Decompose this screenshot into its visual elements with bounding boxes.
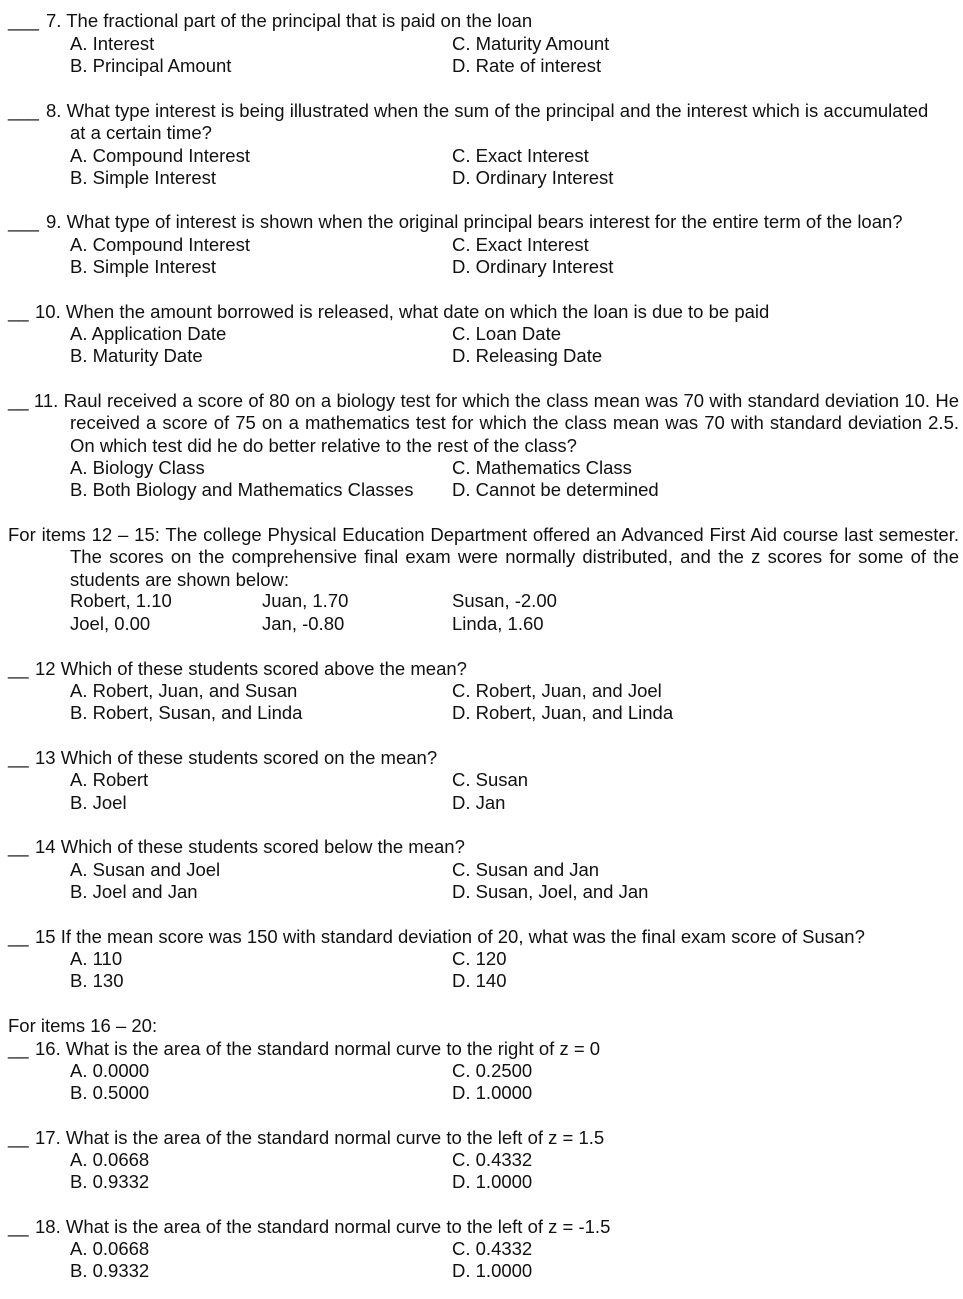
q18-choice-d: D. 1.0000 bbox=[452, 1260, 533, 1281]
answer-blank: ___ bbox=[8, 10, 39, 31]
q11-choice-b: B. Both Biology and Mathematics Classes bbox=[70, 479, 414, 500]
question-7-text: 7. The fractional part of the principal that is paid on the loan bbox=[46, 10, 533, 31]
q9-choice-d: D. Ordinary Interest bbox=[452, 256, 614, 277]
question-15-text: 15 If the mean score was 150 with standard deviation of 20, what was the final exam score of Susan? bbox=[35, 926, 865, 947]
q16-choice-b: B. 0.5000 bbox=[70, 1082, 150, 1103]
items-16-20-instructions: For items 16 – 20: bbox=[8, 1015, 158, 1036]
q11-choice-c: C. Mathematics Class bbox=[452, 457, 632, 478]
q10-choice-b: B. Maturity Date bbox=[70, 345, 203, 366]
q13-choice-c: C. Susan bbox=[452, 769, 529, 790]
q9-choice-a: A. Compound Interest bbox=[70, 234, 250, 255]
q12-choice-d: D. Robert, Juan, and Linda bbox=[452, 702, 674, 723]
answer-blank: ___ bbox=[8, 211, 39, 232]
student-z-score: Linda, 1.60 bbox=[452, 613, 544, 634]
question-14-text: 14 Which of these students scored below the mean? bbox=[35, 836, 465, 857]
q12-choice-a: A. Robert, Juan, and Susan bbox=[70, 680, 298, 701]
q13-choice-d: D. Jan bbox=[452, 792, 506, 813]
question-10-text: 10. When the amount borrowed is released, what date on which the loan is due to be paid bbox=[35, 301, 770, 322]
q15-choice-c: C. 120 bbox=[452, 948, 507, 969]
answer-blank: __ bbox=[8, 836, 29, 857]
question-13-text: 13 Which of these students scored on the mean? bbox=[35, 747, 438, 768]
q18-choice-a: A. 0.0668 bbox=[70, 1238, 150, 1259]
q17-choice-d: D. 1.0000 bbox=[452, 1171, 533, 1192]
student-z-score: Robert, 1.10 bbox=[70, 590, 172, 611]
question-9-text: 9. What type of interest is shown when the original principal bears interest for the entire term of the loan? bbox=[46, 211, 903, 232]
q7-choice-d: D. Rate of interest bbox=[452, 55, 602, 76]
question-18-text: 18. What is the area of the standard normal curve to the left of z = -1.5 bbox=[35, 1216, 611, 1237]
question-8-text-line1: 8. What type interest is being illustrated when the sum of the principal and the interest which is accumulated bbox=[46, 100, 929, 121]
q17-choice-b: B. 0.9332 bbox=[70, 1171, 150, 1192]
q12-choice-c: C. Robert, Juan, and Joel bbox=[452, 680, 662, 701]
q16-choice-c: C. 0.2500 bbox=[452, 1060, 533, 1081]
student-z-score: Juan, 1.70 bbox=[262, 590, 349, 611]
q8-choice-c: C. Exact Interest bbox=[452, 145, 589, 166]
q9-choice-c: C. Exact Interest bbox=[452, 234, 589, 255]
answer-blank: __ bbox=[8, 747, 29, 768]
question-11-text: __ 11. Raul received a score of 80 on a biology test for which the class mean was 70 with standard deviation 10. He received a score of 75 on a mathematics test for which the class mean was 70 with standard deviation 2.5. On which test did he do better relative to the rest of the class? bbox=[8, 390, 959, 456]
q18-choice-b: B. 0.9332 bbox=[70, 1260, 150, 1281]
student-z-score: Jan, -0.80 bbox=[262, 613, 345, 634]
q14-choice-a: A. Susan and Joel bbox=[70, 859, 221, 880]
q15-choice-b: B. 130 bbox=[70, 970, 124, 991]
q8-choice-b: B. Simple Interest bbox=[70, 167, 217, 188]
student-z-score: Joel, 0.00 bbox=[70, 613, 151, 634]
q10-choice-d: D. Releasing Date bbox=[452, 345, 603, 366]
q7-choice-c: C. Maturity Amount bbox=[452, 33, 610, 54]
q13-choice-b: B. Joel bbox=[70, 792, 127, 813]
question-17-text: 17. What is the area of the standard normal curve to the left of z = 1.5 bbox=[35, 1127, 605, 1148]
q16-choice-a: A. 0.0000 bbox=[70, 1060, 150, 1081]
question-16-text: 16. What is the area of the standard normal curve to the right of z = 0 bbox=[35, 1038, 601, 1059]
q8-choice-d: D. Ordinary Interest bbox=[452, 167, 614, 188]
answer-blank: __ bbox=[8, 1216, 29, 1237]
q14-choice-b: B. Joel and Jan bbox=[70, 881, 198, 902]
q17-choice-a: A. 0.0668 bbox=[70, 1149, 150, 1170]
q10-choice-a: A. Application Date bbox=[70, 323, 227, 344]
q12-choice-b: B. Robert, Susan, and Linda bbox=[70, 702, 303, 723]
q7-choice-a: A. Interest bbox=[70, 33, 155, 54]
answer-blank: ___ bbox=[8, 100, 39, 121]
student-z-score: Susan, -2.00 bbox=[452, 590, 557, 611]
q18-choice-c: C. 0.4332 bbox=[452, 1238, 533, 1259]
question-12-text: 12 Which of these students scored above the mean? bbox=[35, 658, 467, 679]
answer-blank: __ bbox=[8, 301, 29, 322]
answer-blank: __ bbox=[8, 1038, 29, 1059]
answer-blank: __ bbox=[8, 658, 29, 679]
q14-choice-c: C. Susan and Jan bbox=[452, 859, 600, 880]
answer-blank: __ bbox=[8, 1127, 29, 1148]
q16-choice-d: D. 1.0000 bbox=[452, 1082, 533, 1103]
q17-choice-c: C. 0.4332 bbox=[452, 1149, 533, 1170]
q14-choice-d: D. Susan, Joel, and Jan bbox=[452, 881, 649, 902]
q15-choice-a: A. 110 bbox=[70, 948, 123, 969]
answer-blank: __ bbox=[8, 926, 29, 947]
items-12-15-instructions: For items 12 – 15: The college Physical Education Department offered an Advanced First Aid course last semester. The scores on the comprehensive final exam were normally distributed, and the z scores for some of the students are shown below: bbox=[8, 524, 959, 590]
q13-choice-a: A. Robert bbox=[70, 769, 149, 790]
q7-choice-b: B. Principal Amount bbox=[70, 55, 232, 76]
q8-choice-a: A. Compound Interest bbox=[70, 145, 250, 166]
q9-choice-b: B. Simple Interest bbox=[70, 256, 217, 277]
q11-choice-a: A. Biology Class bbox=[70, 457, 205, 478]
q10-choice-c: C. Loan Date bbox=[452, 323, 562, 344]
q11-choice-d: D. Cannot be determined bbox=[452, 479, 659, 500]
q15-choice-d: D. 140 bbox=[452, 970, 507, 991]
question-8-text-line2: at a certain time? bbox=[70, 122, 212, 143]
